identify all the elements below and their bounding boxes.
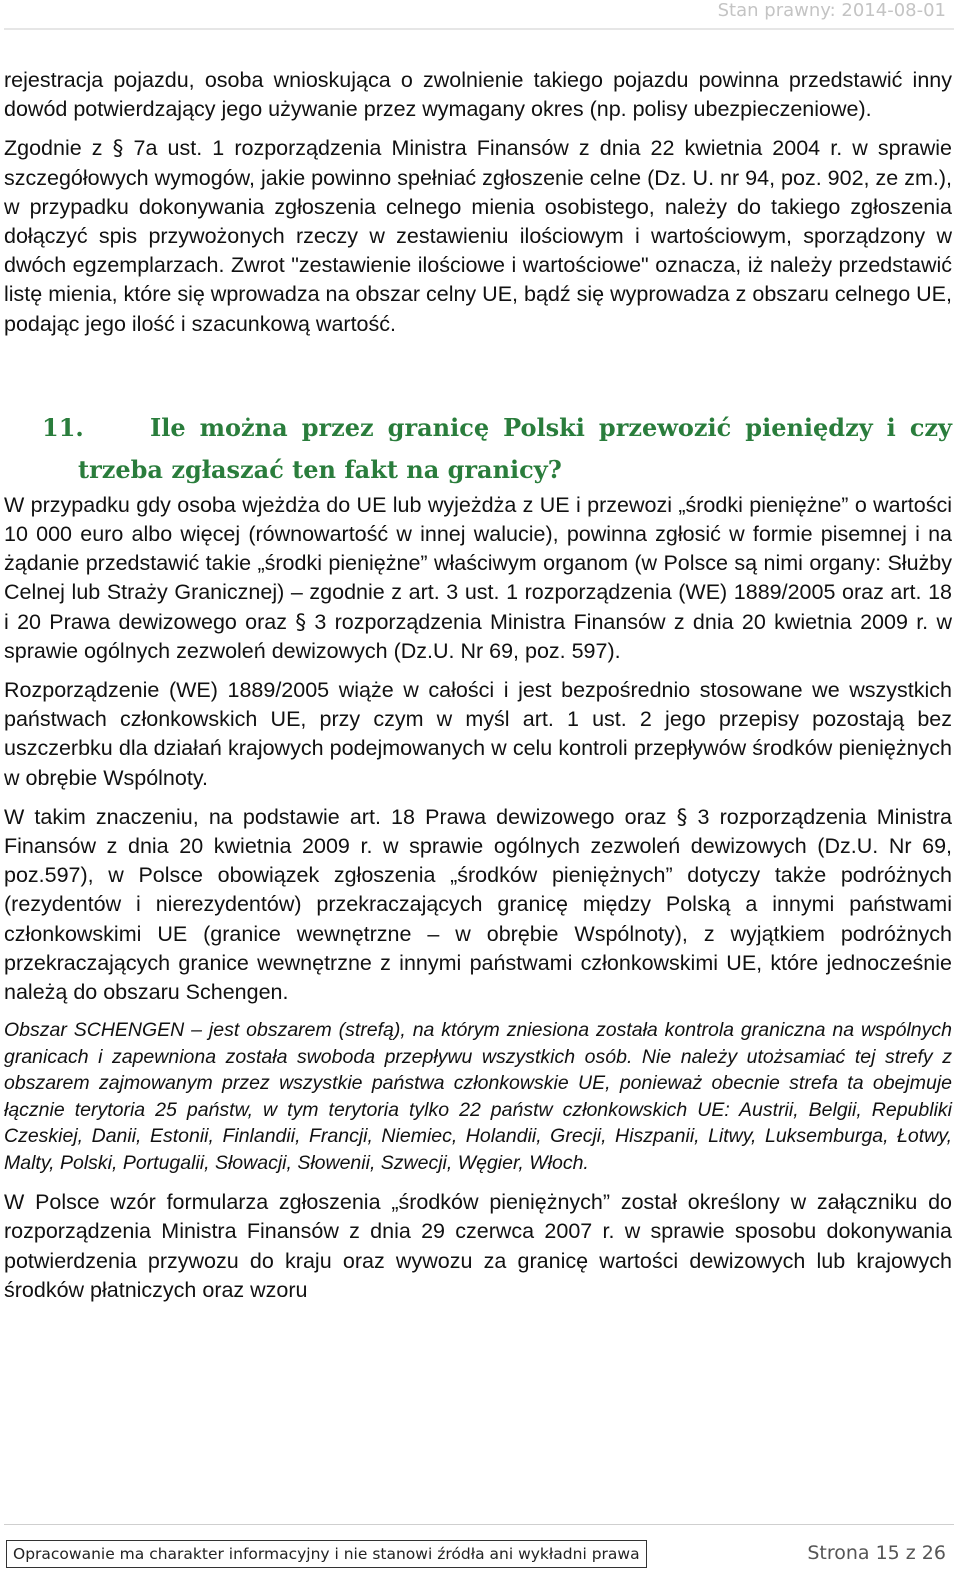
- heading-word: Ile: [150, 412, 186, 442]
- heading-word: granicę: [387, 412, 490, 442]
- footer-divider: [4, 1524, 954, 1525]
- header-divider: [4, 28, 954, 30]
- heading-line-2: trzeba zgłaszać ten fakt na granicy?: [78, 454, 562, 484]
- heading-word: pieniędzy: [745, 412, 873, 442]
- paragraph-text: 3 rozporządzenia Ministra Finansów z dnia 20 kwietnia 2009 r. w sprawie ogólnych zezwoleń dewizowych (Dz.U. Nr 69, poz.597), w Polsce obowiązek zgłoszenia „środków pieniężnych” dotyczy także podróżnych (rezydentów i nierezydentów) przekraczających granicę między Polską a innymi państwami członkowskimi UE (granice wewnętrzne – w obrębie Wspólnoty), z wyjątkiem podróżnych przekraczających granice wewnętrzne z innymi państwami członkowskimi UE, które jednocześnie należą do obszaru Schengen.: [4, 804, 952, 1005]
- paragraph-schengen-note: Obszar SCHENGEN – jest obszarem (strefą), na którym zniesiona została kontrola graniczna na wspólnych granicach i zapewniona została swoboda przepływu wszystkich osób. Nie należy utożsamiać tej strefy z obszarem zajmowanym przez wszystkie państwa członkowskie UE, ponieważ obecnie strefa ta obejmuje łącznie terytoria 25 państw, w tym terytoria tylko 22 państw członkowskich UE: Austrii, Belgii, Republiki Czeskiej, Danii, Estonii, Finlandii, Francji, Niemiec, Holandii, Grecji, Hiszpanii, Litwy, Luksemburga, Łotwy, Malty, Polski, Portugalii, Słowacji, Słowenii, Szwecji, Węgier, Włoch.: [4, 1019, 952, 1174]
- heading-word: czy: [909, 412, 952, 442]
- paragraph-text: 7a ust. 1 rozporządzenia Ministra Finansów z dnia 22 kwietnia 2004 r. w sprawie szczegółowych wymogów, jakie powinno spełniać zgłoszenie celne (Dz. U. nr 94, poz. 902, ze zm.), w przypadku dokonywania zgłoszenia celnego mienia osobistego, należy do takiego zgłoszenia dołączyć spis przywożonych rzeczy w zestawieniu ilościowym i wartościowym, sporządzony w dwóch egzemplarzach. Zwrot "zestawienie ilościowe i wartościowe" oznacza, iż należy przedstawić listę mienia, które się wprowadza na obszar celny UE, bądź się wyprowadza z obszaru celnego UE, podając jego ilość i szacunkową wartość.: [4, 136, 952, 336]
- paragraph-internal-borders: [4, 803, 952, 1007]
- document-body: [4, 66, 952, 1315]
- section-sign: §: [676, 804, 688, 830]
- heading-first-word-group: [42, 407, 186, 449]
- heading-word: przewozić: [598, 412, 732, 442]
- paragraph-text: Zgodnie z: [4, 136, 113, 161]
- paragraph-text: W takim znaczeniu, na podstawie art. 18 Prawa dewizowego oraz: [4, 804, 677, 829]
- page-number: Strona 15 z 26: [807, 1542, 946, 1564]
- heading-number: 11.: [42, 412, 84, 442]
- paragraph-regulation-binding: Rozporządzenie (WE) 1889/2005 wiąże w całości i jest bezpośrednio stosowane we wszystkich państwach członkowskich UE, przy czym w myśl art. 1 ust. 2 jego przepisy pozostają bez uszczerbku dla działań krajowych podejmowanych w celu kontroli przepływów środków pieniężnych w obrębie Wspólnoty.: [4, 678, 952, 790]
- status-date: Stan prawny: 2014-08-01: [717, 0, 946, 21]
- heading-line-1: [4, 407, 952, 449]
- heading-word: i: [886, 412, 896, 442]
- paragraph-text: W przypadku gdy osoba wjeżdża do UE lub wyjeżdża z UE i przewozi „środki pieniężne” o wartości 10 000 euro albo więcej (równowartość w innej walucie), powinna zgłosić w formie pisemnej i na żądanie przedstawić takie „środki pieniężne” właściwym organom (w Polsce są nimi organy: Służby Celnej lub Straży Granicznej) – zgodnie z art. 3 ust. 1 rozporządzenia (WE) 1889/2005 oraz art. 18 i 20 Prawa dewizowego oraz: [4, 492, 952, 634]
- paragraph-form-template: W Polsce wzór formularza zgłoszenia „środków pieniężnych” został określony w załączniku do rozporządzenia Ministra Finansów z dnia 29 czerwca 2007 r. w sprawie sposobu dokonywania potwierdzenia przywozu do kraju oraz wywozu za granicę wartości dewizowych lub krajowych środków płatniczych oraz wzoru: [4, 1190, 952, 1302]
- section-heading: [4, 407, 952, 491]
- paragraph-vehicle-proof: rejestracja pojazdu, osoba wnioskująca o zwolnienie takiego pojazdu powinna przedstawić inny dowód potwierdzający jego używanie przez wymagany okres (np. polisy ubezpieczeniowe).: [4, 68, 952, 122]
- section-sign: §: [112, 136, 124, 162]
- section-sign: §: [295, 609, 307, 635]
- heading-word: Polski: [503, 412, 585, 442]
- heading-word: można: [199, 412, 288, 442]
- paragraph-personal-property: [4, 134, 952, 338]
- footer-disclaimer: Opracowanie ma charakter informacyjny i nie stanowi źródła ani wykładni prawa: [6, 1540, 647, 1568]
- heading-word: przez: [301, 412, 374, 442]
- paragraph-cash-declaration: [4, 491, 952, 666]
- paragraph-text: 3 rozporządzenia Ministra Finansów z dnia 20 kwietnia 2009 r. w sprawie ogólnych zezwoleń dewizowych (Dz.U. Nr 69, poz. 597).: [4, 609, 952, 663]
